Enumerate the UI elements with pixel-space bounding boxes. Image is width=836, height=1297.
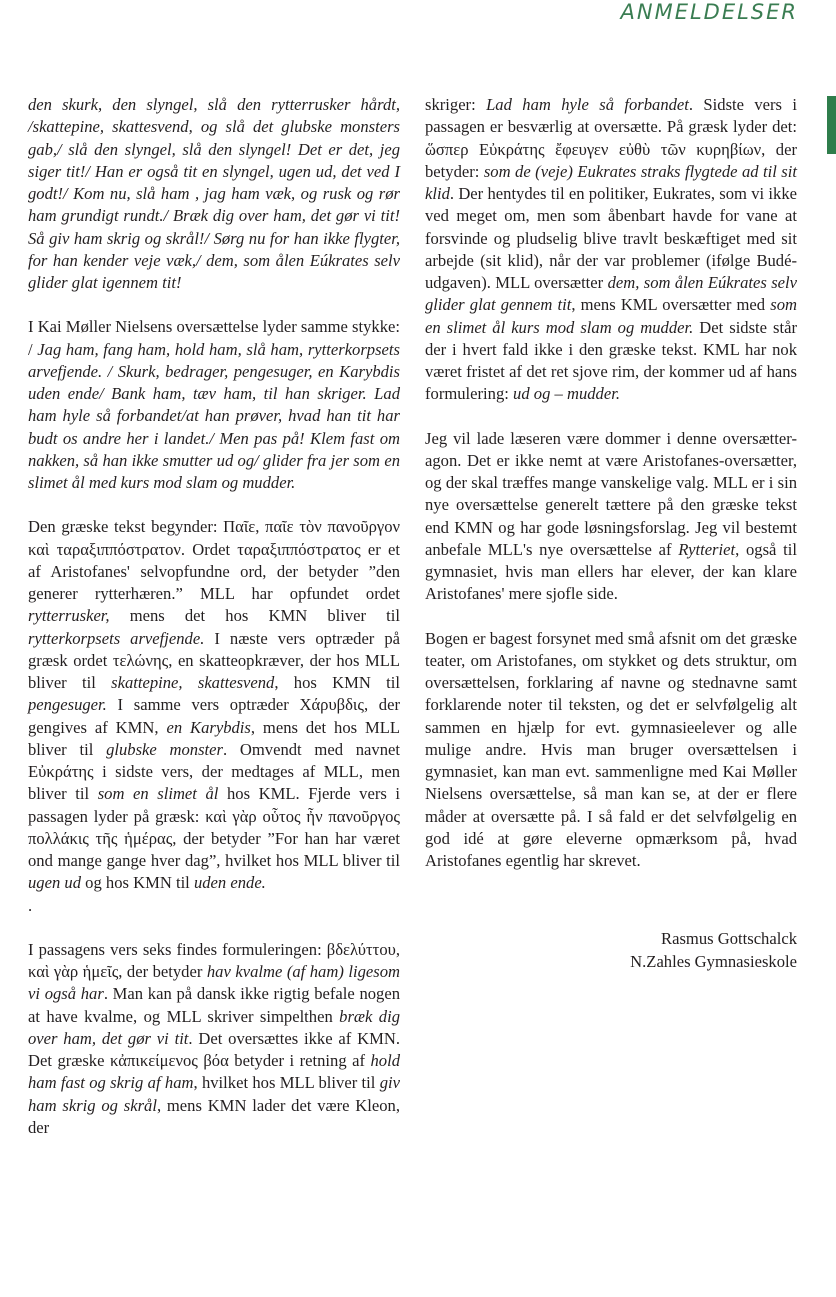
section-tab-marker bbox=[827, 96, 836, 154]
quote-mll: den skurk, den slyngel, slå den rytterrusker hårdt, /skattepine, skattesvend, og slå det glubske monsters gab,/ slå den slyngel, slå den slyngel! Det er det, jeg siger tit!/ Han er også tit en slyngel, ugen ud, det ved I godt!/ Kom nu, slå ham , jag ham væk, og rusk og rør ham grundigt rundt./ Bræk dig over ham, det gør vi tit! Så giv ham skrig og skrål!/ Sørg nu for han ikke flygter, for han kender veje væk,/ dem, som ålen Eúkrates selv glider glat igennem tit! bbox=[28, 95, 400, 292]
left-column bbox=[28, 94, 400, 1161]
paragraph-verse-six: I passagens vers seks findes formuleringen: βδελύττου, καὶ γὰρ ἡμεῖς, der betyder hav kvalme (af ham) ligesom vi også har. Man kan på dansk ikke rigtig befale nogen at have kvalme, og MLL skriver simpelthen bræk dig over ham, det gør vi tit. Det oversættes ikke af KMN. Det græske κἀπικείμενος βόα betyder i retning af hold ham fast og skrig af ham, hvilket hos MLL bliver til giv ham skrig og skrål, mens KMN lader det være Kleon, der bbox=[28, 939, 401, 1137]
paragraph-verdict: Jeg vil lade læseren være dommer i denne oversætter-agon. Det er ikke nemt at være Aristofanes-oversætter, og der skal træffes mange vanskelige valg. MLL er i sin nye oversættelse generelt tættere på den græske tekst end KMN og har gode løsningsforslag. Jeg vil bestemt anbefale MLL's nye oversættelse af Rytteriet, også til gymnasiet, hvis man ellers har elever, der kan klare Aristofanes' mere sjofle side. bbox=[425, 428, 797, 604]
paragraph-kmn-translation: I Kai Møller Nielsens oversættelse lyder samme stykke: / Jag ham, fang ham, hold ham, slå ham, rytterkorpsets arvefjende. / Skurk, bedrager, pengesuger, en Karybdis uden ende/ Bank ham, tæv ham, til han skriger. Lad ham hyle så forbandet/at han prøver, hvad han tit har budt os andre her i landet./ Men pas på! Klem fast om nakken, så han ikke smutter ud og/ glider fra jer som en slimet ål med kurs mod slam og mudder. bbox=[28, 317, 400, 492]
right-column bbox=[425, 94, 797, 973]
section-header: ANMELDELSER bbox=[620, 0, 798, 24]
paragraph-appendix: Bogen er bagest forsynet med små afsnit om det græske teater, om Aristofanes, om stykket og dets struktur, om oversættelsen, forklaring af navne og stednavne samt forklarende noter til teksten, og det er selvfølgelig alt sammen en hjælp for evt. gymnasieelever og alle mulige andre. Hvis man bruger oversættelsen i gymnasiet, kan man evt. sammenligne med Kai Møller Nielsens oversættelse, så man kan se, at der er flere måder at oversætte på. I så fald er det selvfølgelig en god idé at gøre eleverne opmærksom på, hvad Aristofanes egentlig har skrevet. bbox=[425, 628, 797, 870]
paragraph-greek-text: Den græske tekst begynder: Παῖε, παῖε τὸν πανοῦργον καὶ ταραξιππόστρατον. Ordet ταραξιππόστρατος er et af Aristofanes' selvopfundne ord, der betyder ”den generer rytterhæren.” MLL har opfundet ordet rytterrusker, mens det hos KMN bliver til rytterkorpsets arvefjende. I næste vers optræder på græsk ordet τελώνης, en skatteopkræver, der hos MLL bliver til skattepine, skattesvend, hos KMN til pengesuger. I samme vers optræder Χάρυβδις, der gengives af KMN, en Karybdis, mens det hos MLL bliver til glubske monster. Omvendt med navnet Εὐκράτης i sidste vers, der medtages af MLL, men bliver til som en slimet ål hos KML. Fjerde vers i passagen lyder på græsk: καὶ γὰρ οὗτος ἦν πανοῦργος πολλάκις τῆς ἡμέρας, der betyder ”For han har været ond mange gange hver dag”, hvilket hos MLL bliver til ugen ud og hos KMN til uden ende. bbox=[28, 517, 401, 893]
author-name: Rasmus Gottschalck bbox=[661, 929, 797, 949]
stray-dot: . bbox=[28, 895, 33, 915]
paragraph-last-verse: skriger: Lad ham hyle så forbandet. Sidste vers i passagen er besværlig at oversætte. På græsk lyder det: ὥσπερ Εὐκράτης ἔφευγεν εὐθὺ τῶν κυρηβίων, der betyder: som de (veje) Eukrates straks flygtede ad til sit klid. Der hentydes til en politiker, Eukrates, som vi ikke ved meget om, men som åbenbart havde for vane at forsvinde og pludselig blive travlt beskæftiget med sit arbejde (sit klid), når der var problemer (ifølge Budé-udgaven). MLL oversætter dem, som ålen Eúkrates selv glider glat gennem tit, mens KML oversætter med som en slimet ål kurs mod slam og mudder. Det sidste står der i hvert fald ikke i den græske tekst. KML har nok været fristet af det ret sjove rim, der kommer ud af hans formulering: ud og – mudder. bbox=[425, 95, 798, 404]
signature bbox=[425, 928, 797, 973]
author-school: N.Zahles Gymnasieskole bbox=[630, 951, 797, 971]
